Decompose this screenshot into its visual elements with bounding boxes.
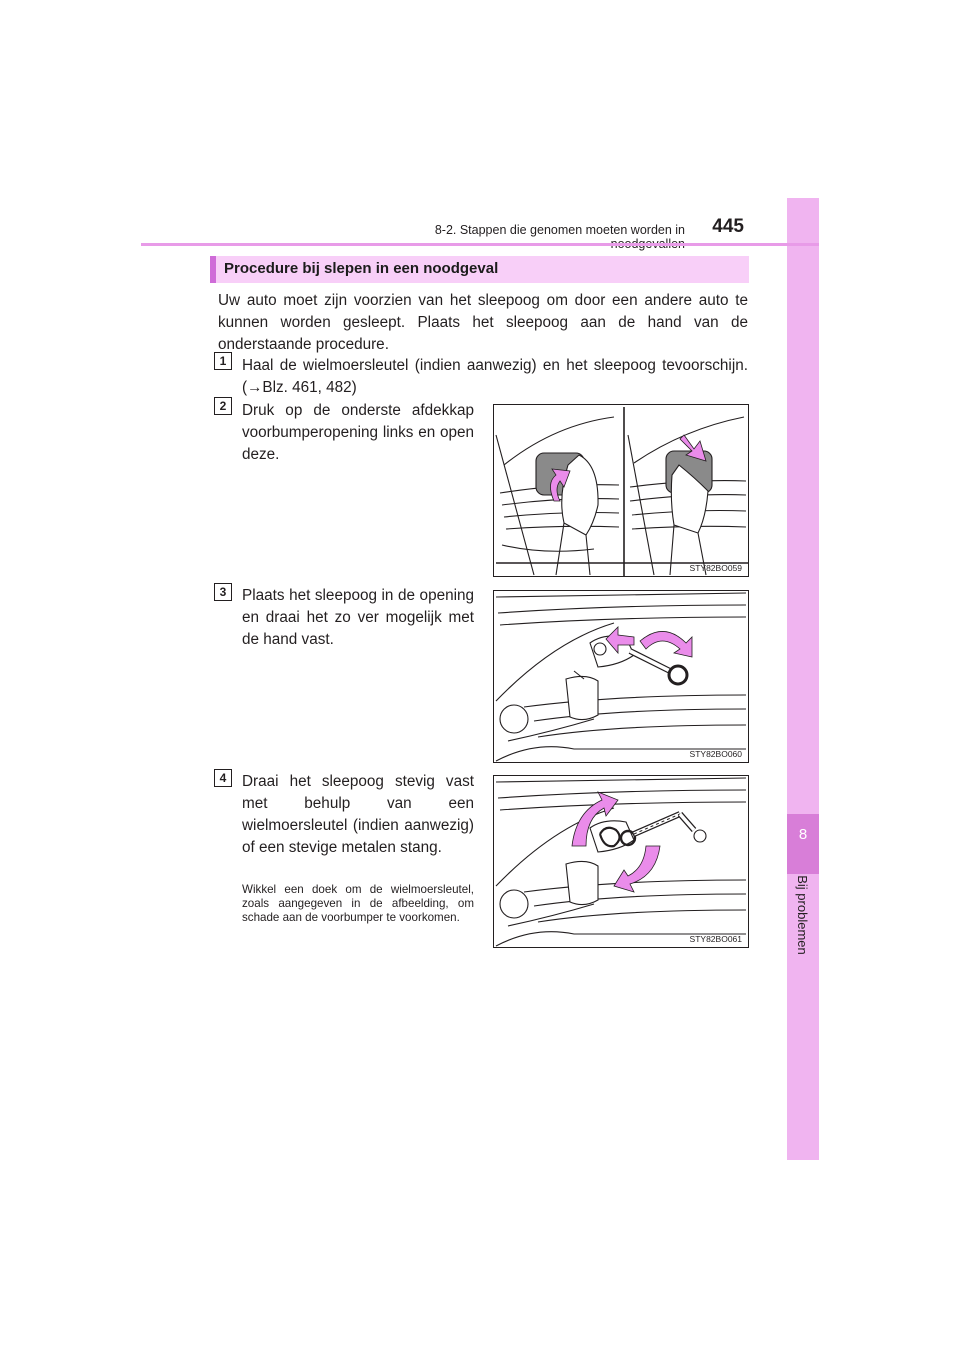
step-1-text: Haal de wielmoersleutel (indien aanwezig) en het sleepoog tevoorschijn. (→Blz. 461, 482) [242,357,748,396]
figure-step-3-illustration [494,591,748,762]
chapter-side-tab [787,198,819,1160]
step-number-box: 4 [214,769,232,787]
figure-step-2-illustration [494,405,748,576]
step-2-text: Druk op de onderste afdekkap voorbumperopening links en open deze. [242,402,474,463]
running-header: 8-2. Stappen die genomen moeten worden in [434,223,685,237]
header-rule [141,243,819,246]
figure-step-3 [493,590,749,763]
page-number: 445 [712,216,744,237]
section-title: Procedure bij slepen in een noodgeval [224,260,499,277]
step-3-text: Plaats het sleepoog in de opening en draai het zo ver mogelijk met de hand vast. [242,587,474,648]
step-4-text: Draai het sleepoog stevig vast met behulp van een wielmoersleutel (indien aanwezig) of een stevige metalen stang. [242,773,474,856]
intro-paragraph: Uw auto moet zijn voorzien van het sleepoog om door een andere auto te kunnen worden gesleept. Plaats het sleepoog aan de hand van de onderstaande procedure. [218,292,748,353]
step-number-box: 3 [214,583,232,601]
figure-code: STY82BO060 [689,749,742,759]
step-number-box: 1 [214,352,232,370]
figure-step-2 [493,404,749,577]
figure-step-4-illustration [494,776,748,947]
figure-step-4 [493,775,749,948]
section-heading-accent [210,256,216,283]
chapter-tab-label: Bij problemen [795,875,810,955]
figure-code: STY82BO059 [689,563,742,573]
step-4-note: Wikkel een doek om de wielmoersleutel, zoals aangegeven in de afbeelding, om schade aan de voorbumper te voorkomen. [242,883,474,924]
figure-code: STY82BO061 [689,934,742,944]
step-number-box: 2 [214,397,232,415]
chapter-number: 8 [798,826,808,843]
